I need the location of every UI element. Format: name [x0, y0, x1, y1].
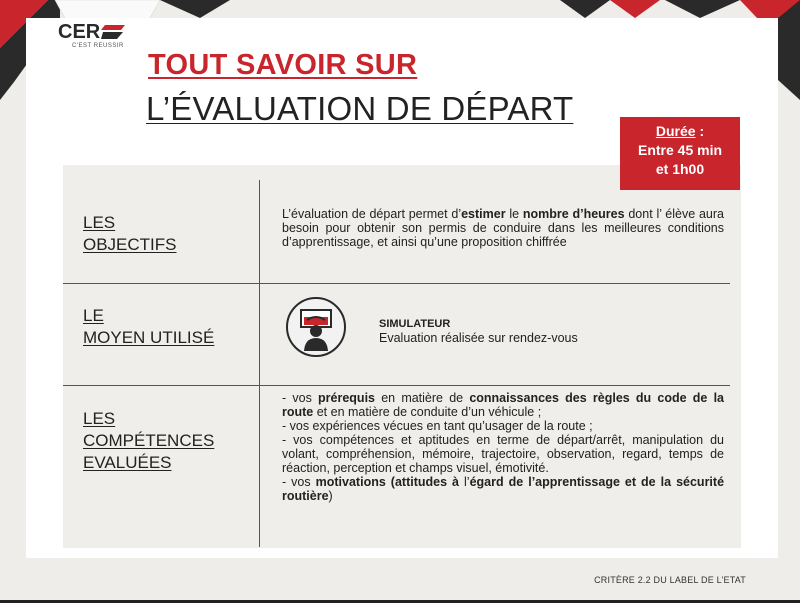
row-label-competences: [83, 408, 214, 474]
logo-tagline: C'EST REUSSIR: [72, 43, 124, 49]
cer-logo: [58, 22, 128, 50]
text-run: et en matière de conduite d’un véhicule ; - vos expériences vécues en tant qu’usager de la route ; - vos compétences et aptitudes en terme de départ/arrêt, manipulation du volant, compréhension, mémoire, trajectoire, observation, regard, temps de réaction, perception et champs visuel, émotivité. - vos: [282, 405, 724, 489]
text-run: en matière de: [375, 391, 470, 405]
row-label-moyen: [83, 305, 214, 349]
row-label-line: OBJECTIFS: [83, 235, 177, 254]
logo-text: CER: [58, 21, 101, 43]
simulator-driver-icon: [285, 296, 347, 358]
bold-text-run: nombre d’heures: [522, 207, 625, 221]
row-divider: [63, 283, 730, 284]
row-divider: [63, 385, 730, 386]
text-run: ): [328, 489, 333, 503]
duration-line2: et 1h00: [655, 161, 705, 177]
column-divider: [259, 180, 260, 547]
footer-criteria: CRITÈRE 2.2 DU LABEL DE L’ETAT: [594, 575, 746, 585]
row-label-objectifs: [83, 212, 177, 256]
row-label-line: LES: [83, 409, 116, 428]
means-title: SIMULATEUR: [379, 318, 451, 330]
logo-flag-icon: [101, 25, 125, 39]
row-label-line: LES: [83, 213, 116, 232]
bold-text-run: connaissances des règles du code de la route: [282, 391, 724, 419]
bold-text-run: motivations (attitudes à: [315, 475, 460, 489]
text-run: - vos: [282, 391, 319, 405]
page-title-line2: L’ÉVALUATION DE DÉPART: [146, 90, 574, 127]
text-run: l’: [459, 475, 470, 489]
bold-text-run: estimer: [461, 207, 506, 221]
duration-label: Durée: [655, 123, 696, 139]
row-label-line: EVALUÉES: [83, 453, 172, 472]
bold-text-run: prérequis: [318, 391, 375, 405]
text-run: le: [505, 207, 523, 221]
row-text-objectifs: [282, 207, 724, 249]
duration-sep: :: [695, 123, 705, 139]
text-run: L’évaluation de départ permet d’: [282, 207, 462, 221]
bold-text-run: égard de l’apprentissage et de la sécurité routière: [282, 475, 725, 503]
duration-badge: [620, 117, 740, 190]
row-text-competences: [282, 391, 724, 503]
row-label-line: LE: [83, 306, 104, 325]
means-subtitle: Evaluation réalisée sur rendez-vous: [379, 331, 578, 345]
text-run: dont l’ élève aura besoin pour obtenir son permis de conduire dans les meilleures conditions d’apprentissage, et ainsi qu’une proposition chiffrée: [282, 207, 724, 249]
row-label-line: MOYEN UTILISÉ: [83, 328, 215, 347]
duration-line1: Entre 45 min: [637, 142, 723, 158]
page-title-line1: TOUT SAVOIR SUR: [148, 49, 418, 81]
row-label-line: COMPÉTENCES: [83, 431, 215, 450]
